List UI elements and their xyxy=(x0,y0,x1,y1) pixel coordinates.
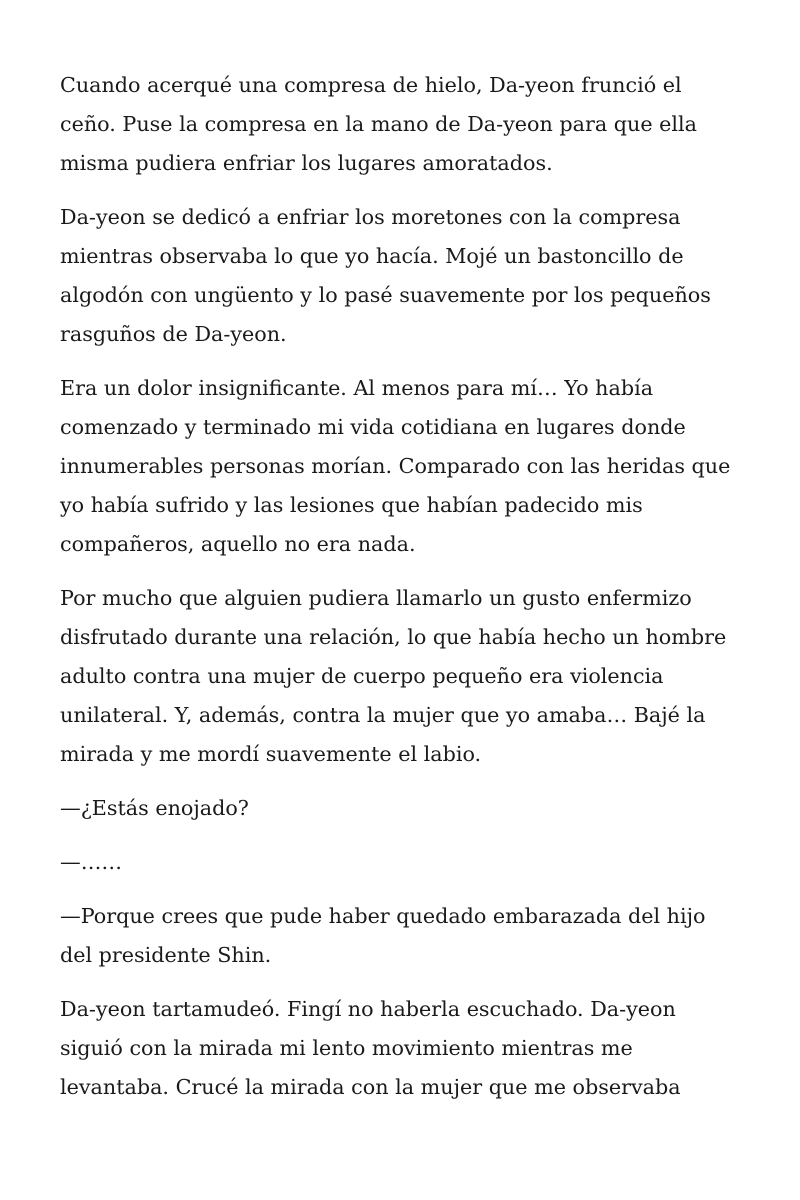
dialogue-pregnancy: —Porque crees que pude haber quedado embarazada del hijo del presidente Shin. xyxy=(60,904,706,967)
paragraph-insignificant-pain: Era un dolor insignificante. Al menos para mí… Yo había comenzado y terminado mi vida cotidiana en lugares donde innumerables personas morían. Comparado con las heridas que yo había sufrido y las lesiones que habían padecido mis compañeros, aquello no era nada. xyxy=(60,376,731,556)
dialogue-are-you-angry: —¿Estás enojado? xyxy=(60,796,249,820)
paragraph-ice-pack: Cuando acerqué una compresa de hielo, Da-yeon frunció el ceño. Puse la compresa en la mano de Da-yeon para que ella misma pudiera enfriar los lugares amoratados. xyxy=(60,73,697,175)
paragraph-stammer: Da-yeon tartamudeó. Fingí no haberla escuchado. Da-yeon siguió con la mirada mi lento movimiento mientras me levantaba. Crucé la mirada con la mujer que me observaba xyxy=(60,997,681,1099)
paragraph-unilateral-violence: Por mucho que alguien pudiera llamarlo un gusto enfermizo disfrutado durante una relación, lo que había hecho un hombre adulto contra una mujer de cuerpo pequeño era violencia unilateral. Y, además, contra la mujer que yo amaba… Bajé la mirada y me mordí suavemente el labio. xyxy=(60,586,727,766)
paragraph-ointment: Da-yeon se dedicó a enfriar los moretones con la compresa mientras observaba lo que yo hacía. Mojé un bastoncillo de algodón con ungüento y lo pasé suavemente por los pequeños rasguños de Da-yeon. xyxy=(60,205,711,346)
dialogue-silence: —…… xyxy=(60,850,123,874)
